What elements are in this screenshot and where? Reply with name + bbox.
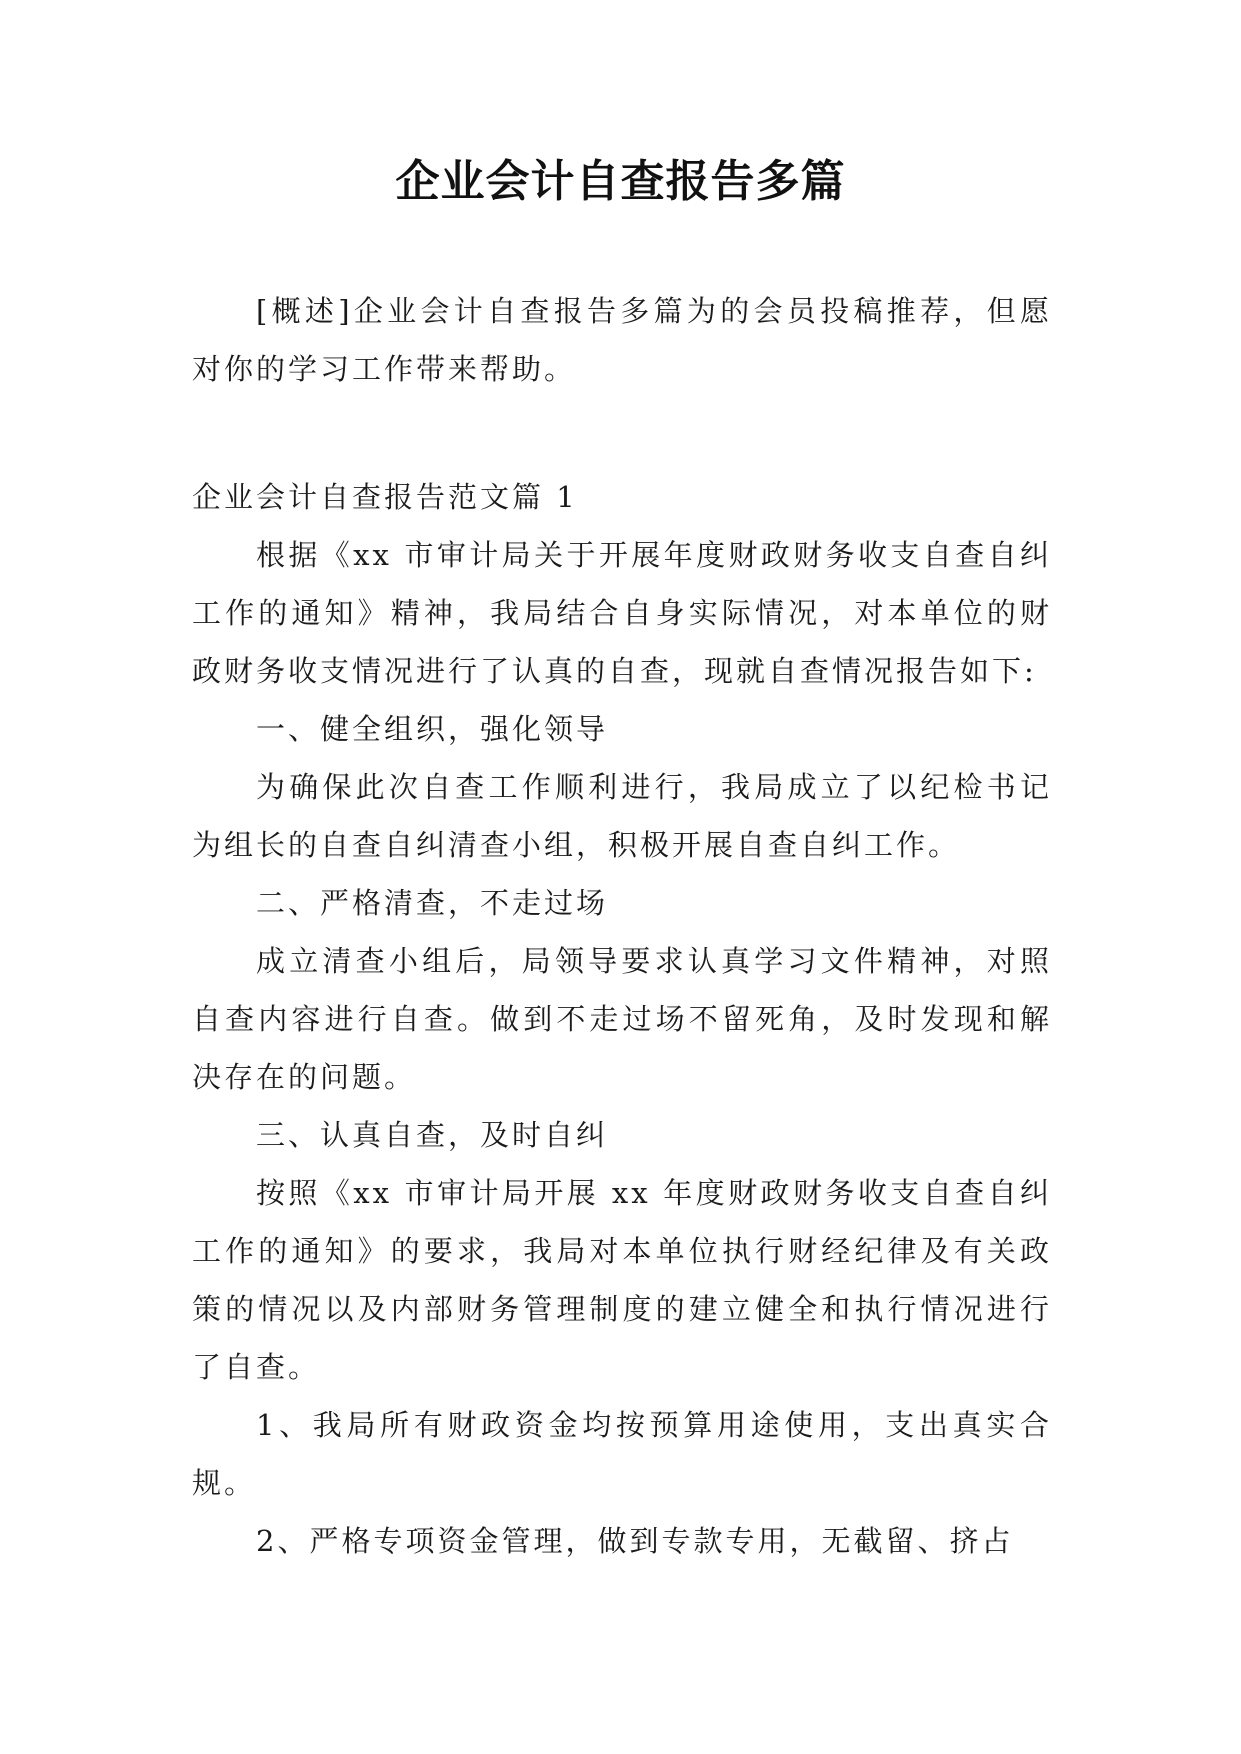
subheading: 一、健全组织，强化领导: [256, 712, 609, 746]
summary-paragraph: [概述]企业会计自查报告多篇为的会员投稿推荐，但愿对你的学习工作带来帮助。: [192, 294, 1052, 386]
subheading: 二、严格清查，不走过场: [256, 886, 609, 920]
body-paragraph: 成立清查小组后，局领导要求认真学习文件精神，对照自查内容进行自查。做到不走过场不留死角，及时发现和解决存在的问题。: [192, 944, 1052, 1094]
body-paragraph: 按照《xx 市审计局开展 xx 年度财政财务收支自查自纠工作的通知》的要求，我局对本单位执行财经纪律及有关政策的情况以及内部财务管理制度的建立健全和执行情况进行了自查。: [192, 1176, 1052, 1384]
section-heading: 企业会计自查报告范文篇 1: [192, 480, 578, 514]
body-paragraph: 根据《xx 市审计局关于开展年度财政财务收支自查自纠工作的通知》精神，我局结合自身实际情况，对本单位的财政财务收支情况进行了认真的自查，现就自查情况报告如下:: [192, 538, 1052, 688]
list-item: 2、严格专项资金管理，做到专款专用，无截留、挤占: [256, 1524, 1014, 1558]
list-item: 1、我局所有财政资金均按预算用途使用，支出真实合规。: [192, 1408, 1052, 1500]
document-title: 企业会计自查报告多篇: [395, 156, 846, 207]
body-paragraph: 为确保此次自查工作顺利进行，我局成立了以纪检书记为组长的自查自纠清查小组，积极开展自查自纠工作。: [192, 770, 1052, 862]
subheading: 三、认真自查，及时自纠: [256, 1118, 609, 1152]
document-body: [192, 282, 1052, 1570]
